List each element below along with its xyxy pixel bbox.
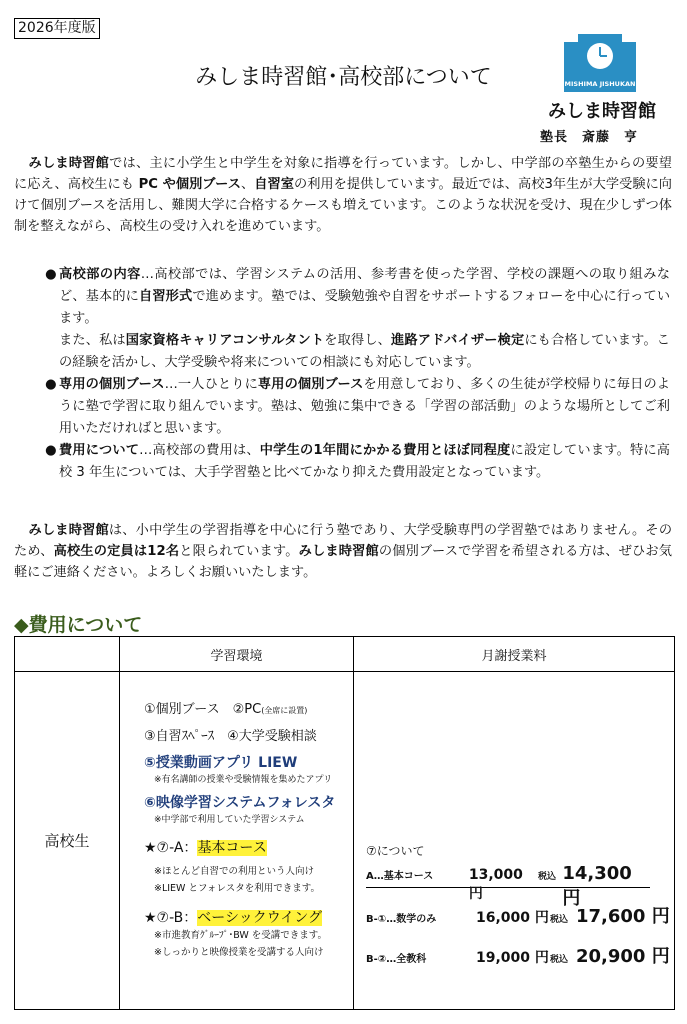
header-blank [15, 637, 120, 672]
principal-name: 塾長 斎藤 亨 [540, 130, 639, 145]
bullet-dot: ● [45, 377, 57, 392]
intro-paragraph [14, 153, 672, 237]
fee-price: 16,000 円 [476, 910, 549, 926]
closing-key-2: みしま時習館 [298, 544, 379, 559]
fees-heading: ⑦について [366, 844, 425, 858]
bullet-3-text-2: に設定しています。特に高校 3 年生については、大手学習塾と比べてかなり抑えた費用設定となっています。 [59, 443, 670, 480]
bullet-3-key: 中学生の1年間にかかる費用とほぼ同程度 [259, 443, 511, 458]
course-b-prefix: ★⑦-B： [144, 910, 198, 926]
bullet-2-text: …一人ひとりに [164, 377, 258, 392]
fee-price: 13,000 円 [468, 867, 523, 902]
course-a-note-2: ※LIEW とフォレスタを利用できます。 [154, 883, 320, 894]
bullet-booth [45, 374, 670, 440]
course-b-note-1: ※市進教育ｸﾞﾙｰﾌﾟ･BW を受講できます。 [154, 930, 328, 941]
closing-text-2: と限られています。 [179, 544, 299, 559]
bullet-3-head: 費用について [59, 443, 140, 458]
env-line-1-note: (全席に設置) [261, 706, 308, 715]
closing-text-3: の個別ブースで学習を希望される方は、ぜひお気軽にご連絡ください。よろしくお願いいたします。 [14, 544, 672, 580]
tax-label: 税込 [550, 915, 569, 925]
bullet-1-head: 高校部の内容 [59, 267, 141, 282]
bullet-1-key: 自習形式 [139, 289, 193, 304]
fee-row [366, 942, 674, 982]
bullet-content [45, 264, 670, 330]
intro-lead: みしま時習館 [28, 156, 110, 171]
fees-cell [354, 672, 675, 1010]
bullet-1-text: …高校部では、学習システムの活用、参考書を使った学習、学校の課題への取り組みなど、基本的に [59, 267, 670, 304]
bullet-1-sub-key-1: 国家資格キャリアコンサルタント [125, 333, 325, 348]
fee-label: A…基本コース [366, 871, 434, 882]
course-b-name: ベーシックウイング [197, 910, 323, 926]
fee-price: 19,000 円 [476, 950, 549, 966]
fee-row [366, 902, 674, 942]
intro-key-1: PC や個別ブース [133, 177, 241, 192]
bullet-1-sub [45, 330, 670, 374]
grade-cell: 高校生 [15, 672, 120, 1010]
bullet-dot: ● [45, 443, 57, 458]
bullet-2-head: 専用の個別ブース [59, 377, 165, 392]
bullet-3-text: …高校部の費用は、 [139, 443, 260, 458]
bullet-1-sub-text-1: また、私は [59, 333, 126, 348]
intro-text-3: の利用を提供しています。最近では、高校3年生が大学受験に向けて個別ブースを活用し、難関大学に合格するケースも増えています。このような状況を受け、現在少しずつ体制を整えながら、高校生の受け入れを進めています。 [14, 177, 672, 234]
bullet-2-key: 専用の個別ブース [257, 377, 364, 392]
course-b [144, 907, 353, 927]
course-a [144, 837, 353, 857]
fee-label: B-①…数学のみ [366, 914, 437, 925]
logo-text: MISHIMA JISHUKAN [564, 80, 636, 88]
bullet-1-sub-text-2: を取得し、 [324, 333, 392, 348]
intro-key-2: 自習室 [254, 177, 294, 192]
bullet-fees [45, 440, 670, 484]
brand-name: みしま時習館 [548, 101, 656, 122]
fee-tax-price: 17,600 円 [576, 906, 670, 927]
section-title: ◆費用について [14, 614, 143, 636]
closing-key-1: 高校生の定員は12名 [53, 544, 180, 559]
page-title: みしま時習館･高校部について [195, 65, 492, 90]
bullet-1-sub-text-3: にも合格しています。この経験を活かし、大学受験や将来についての相談にも対応しています。 [59, 333, 670, 370]
bullet-dot: ● [45, 267, 57, 282]
tax-label: 税込 [550, 955, 569, 965]
env-line-2: ③自習ｽﾍﾟｰｽ ④大学受験相談 [144, 729, 317, 744]
logo [564, 34, 636, 92]
env-line-4-note: ※中学部で利用していた学習システム [154, 815, 305, 825]
fee-table [14, 636, 675, 1010]
intro-text-1: では、主に小学生と中学生を対象に指導を行っています。しかし、中学部の卒塾生からの要望に応え、高校生にも [14, 156, 672, 192]
course-a-note-1: ※ほとんど自習での利用という人向け [154, 866, 314, 877]
fee-tax-price: 20,900 円 [576, 946, 670, 967]
bullet-list [45, 264, 670, 484]
course-a-name: 基本コース [197, 840, 267, 856]
env-line-3-note: ※有名講師の授業や受験情報を集めたアプリ [154, 775, 333, 785]
table-header-row [15, 637, 675, 672]
fee-label: B-②…全教科 [366, 954, 427, 965]
closing-text-1: は、小中学生の学習指導を中心に行う塾であり、大学受験専門の学習塾ではありません。そのため、 [14, 523, 673, 559]
bullet-1-text-2: で進めます。塾では、受験勉強や自習をサポートするフォローを中心に行っています。 [59, 289, 671, 326]
env-line-1: ①個別ブース ②PC [144, 702, 262, 717]
header-env: 学習環境 [120, 637, 354, 672]
course-a-prefix: ★⑦-A： [144, 840, 198, 856]
intro-text-2: 、 [240, 177, 255, 192]
env-line-4: ⑥映像学習システムフォレスタ [144, 795, 336, 811]
fee-tax-price: 14,300 円 [562, 863, 632, 909]
fee-row [366, 863, 650, 909]
edition-label: 2026年度版 [14, 18, 100, 39]
table-row [15, 672, 675, 1010]
bullet-1-sub-key-2: 進路アドバイザー検定 [391, 333, 525, 348]
bullet-2-text-2: を用意しており、多くの生徒が学校帰りに毎日のように塾で学習に取り組んでいます。塾は、勉強に集中できる「学習の部活動」のような場所としてご利用いただければと思います。 [59, 377, 670, 436]
closing-paragraph [14, 520, 672, 583]
env-cell [120, 672, 354, 1010]
course-b-note-2: ※しっかりと映像授業を受講する人向け [154, 947, 324, 958]
tax-label: 税込 [538, 872, 557, 882]
header-fee: 月謝授業料 [354, 637, 675, 672]
env-line-3: ⑤授業動画アプリ LIEW [144, 755, 298, 771]
closing-lead: みしま時習館 [28, 523, 109, 538]
